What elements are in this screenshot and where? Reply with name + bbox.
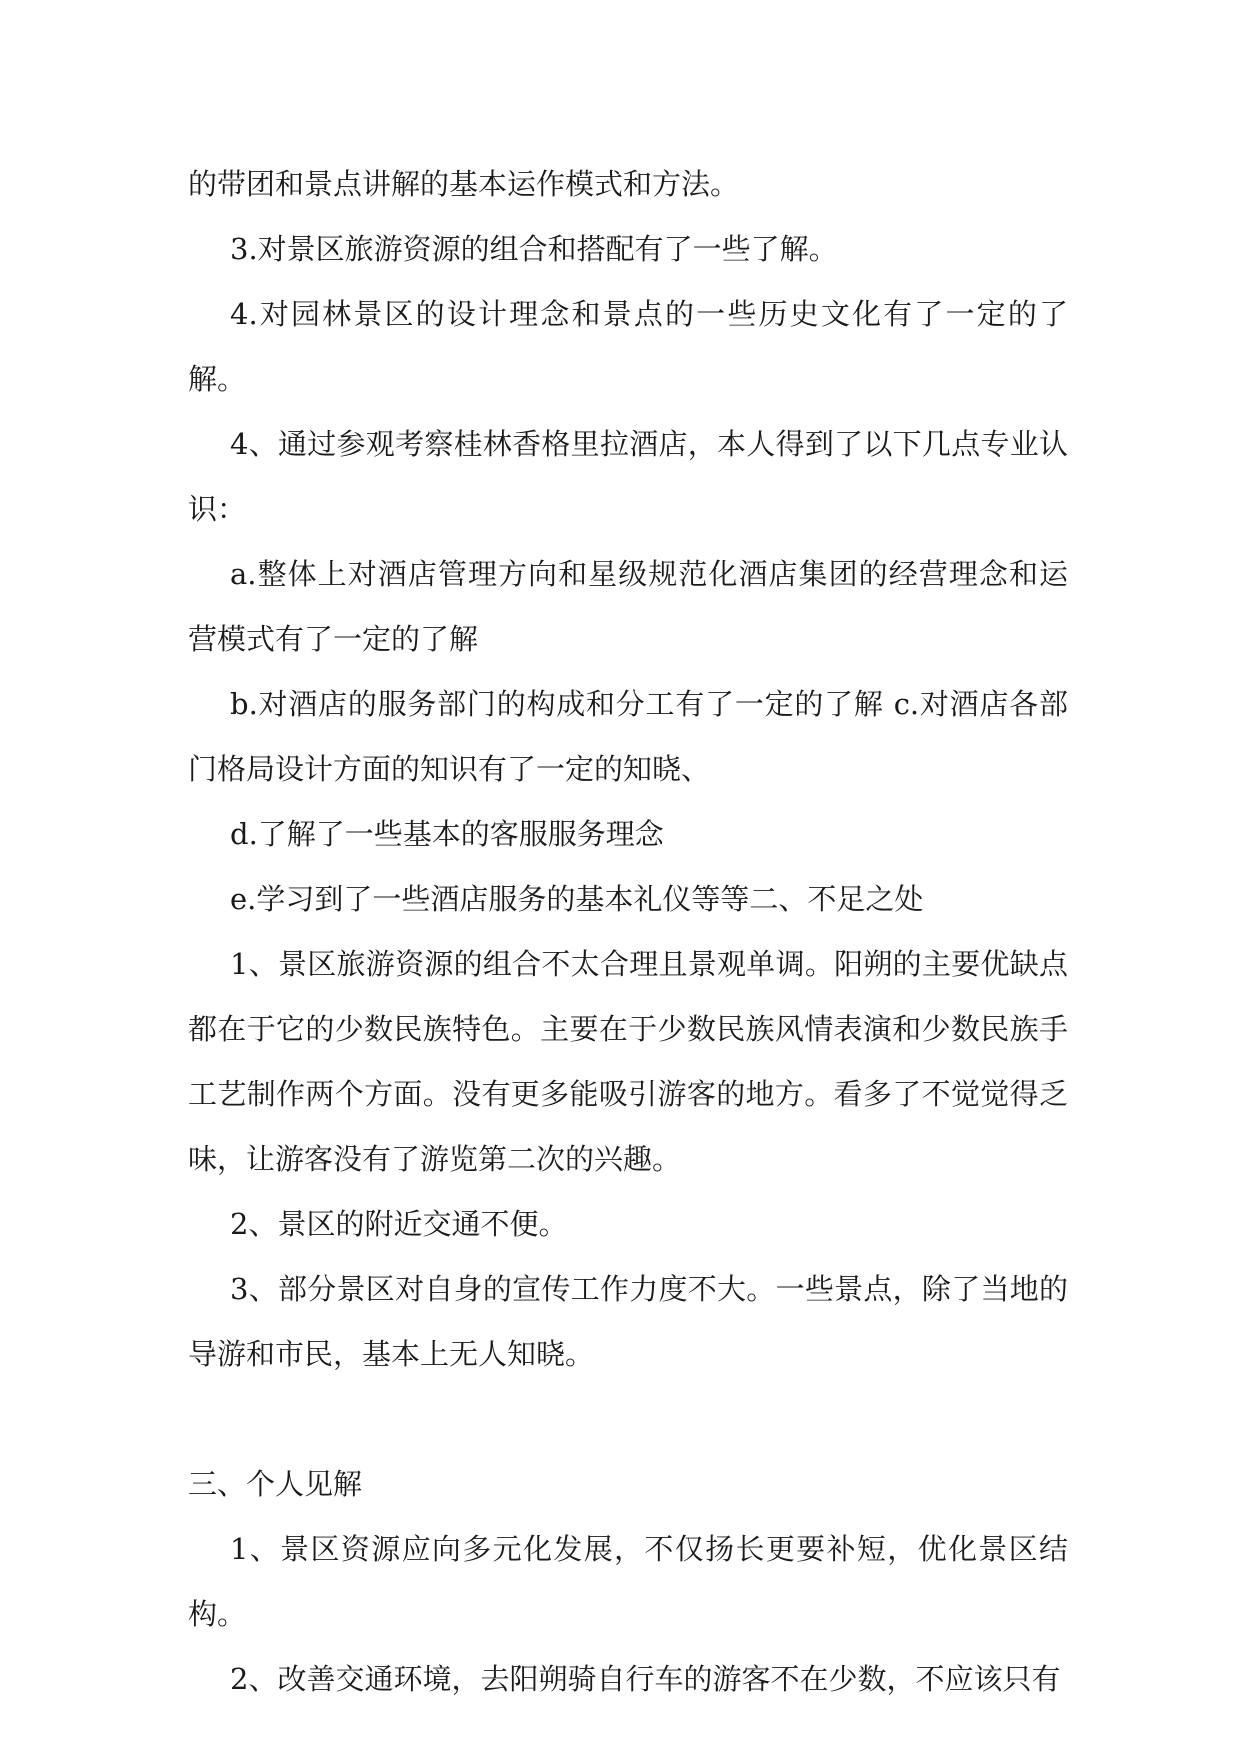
paragraph: 4、通过参观考察桂林香格里拉酒店，本人得到了以下几点专业认识： — [188, 427, 1068, 526]
paragraph: 的带团和景点讲解的基本运作模式和方法。 — [188, 167, 740, 201]
paragraph: 4.对园林景区的设计理念和景点的一些历史文化有了一定的了解。 — [188, 297, 1068, 396]
paragraph: b.对酒店的服务部门的构成和分工有了一定的了解 c.对酒店各部门格局设计方面的知识有了一定的知晓、 — [188, 687, 1068, 786]
paragraph: e.学习到了一些酒店服务的基本礼仪等等二、不足之处 — [230, 882, 924, 916]
paragraph-gap — [188, 1387, 1068, 1452]
paragraph: 3.对景区旅游资源的组合和搭配有了一些了解。 — [230, 232, 838, 266]
paragraph: 3、部分景区对自身的宣传工作力度不大。一些景点，除了当地的导游和市民，基本上无人知晓。 — [188, 1272, 1068, 1371]
paragraph: 2、改善交通环境，去阳朔骑自行车的游客不在少数，不应该只有 — [230, 1662, 1061, 1696]
paragraph: 1、景区资源应向多元化发展，不仅扬长更要补短，优化景区结构。 — [188, 1532, 1068, 1631]
document-body — [188, 152, 1068, 1712]
paragraph: 1、景区旅游资源的组合不太合理且景观单调。阳朔的主要优缺点都在于它的少数民族特色。主要在于少数民族风情表演和少数民族手工艺制作两个方面。没有更多能吸引游客的地方。看多了不觉觉得乏味，让游客没有了游览第二次的兴趣。 — [188, 947, 1068, 1176]
paragraph: 2、景区的附近交通不便。 — [230, 1207, 568, 1241]
paragraph: a.整体上对酒店管理方向和星级规范化酒店集团的经营理念和运营模式有了一定的了解 — [188, 557, 1068, 656]
section-heading: 三、个人见解 — [188, 1467, 363, 1501]
paragraph: d.了解了一些基本的客服服务理念 — [230, 817, 664, 851]
